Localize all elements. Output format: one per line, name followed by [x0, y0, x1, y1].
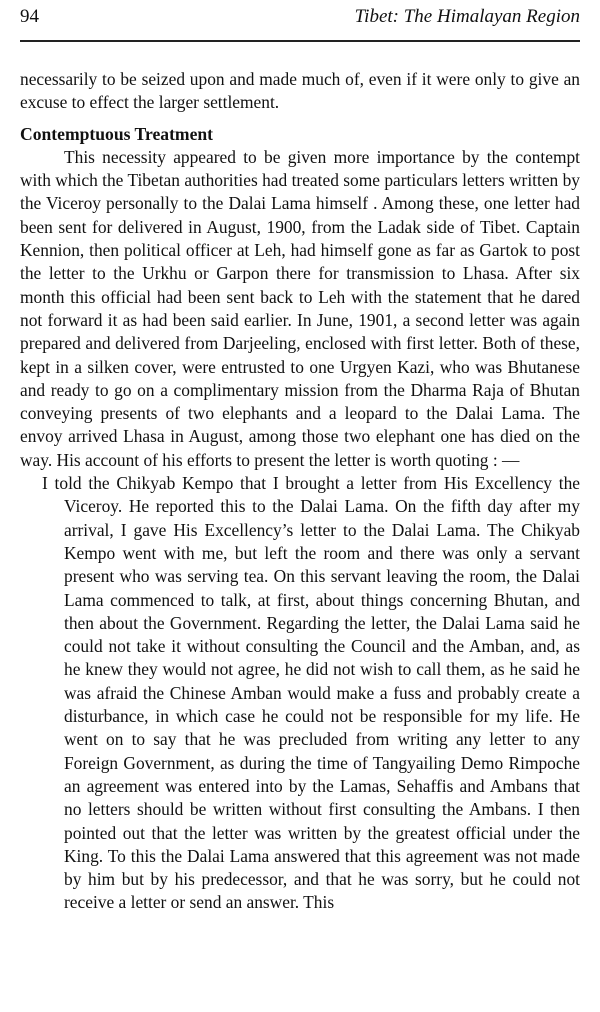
section-heading: Contemptuous Treatment	[20, 123, 214, 144]
body-text	[20, 68, 580, 915]
running-title: Tibet: The Himalayan Region	[354, 6, 580, 27]
paragraph-contemptuous-treatment: This necessity appeared to be given more importance by the contempt with which the Tibetan authorities had treated some particulars letters written by the Viceroy personally to the Dalai Lama himself . Among these, one letter had been sent for delivered in August, 1900, from the Ladak side of Tibet. Captain Kennion, then political officer at Leh, had himself gone as far as Gartok to post the letter to the Urkhu or Garpon there for transmission to Lhasa. After six month this official had been sent back to Leh with the statement that he dared not forward it as had been said earlier. In June, 1901, a second letter was again prepared and delivered from Darjeeling, enclosed with first letter. Both of these, kept in a silken cover, were entrusted to one Urgyen Kazi, who was Bhutanese and ready to go on a complimentary mission from the Dharma Raja of Bhutan conveying presents of two elephants and a leopard to the Dalai Lama. The envoy arrived Lhasa in August, among those two elephant one has died on the way. His account of his efforts to present the letter is worth quoting : —	[20, 146, 580, 470]
running-head	[20, 6, 580, 32]
header-rule	[20, 40, 580, 42]
opening-paragraph: necessarily to be seized upon and made much of, even if it were only to give an excuse to effect the larger settlement.	[20, 69, 580, 113]
block-quotation: I told the Chikyab Kempo that I brought a letter from His Excellency the Viceroy. He reported this to the Dalai Lama. On the fifth day after my arrival, I gave His Excellency’s letter to the Dalai Lama. The Chikyab Kempo went with me, but left the room and there was only a servant present who was serving tea. On this servant leaving the room, the Dalai Lama commenced to talk, at first, about things concerning Bhutan, and then about the Government. Regarding the letter, the Dalai Lama said he could not take it without consulting the Council and the Amban, and, as he knew they would not agree, he did not wish to call them, as he said he was afraid the Chinese Amban would make a fuss and probably create a disturbance, in which case he could not be responsible for my life. He went on to say that he was precluded from writing any letter to any Foreign Government, as during the time of Tangyailing Demo Rimpoche an agreement was entered into by the Lamas, Sehaffis and Ambans that no letters should be written without first consulting the Ambans. I then pointed out that the letter was written by the greatest official under the King. To this the Dalai Lama answered that this agreement was not made by him but by his predecessor, and that he was sorry, but he could not receive a letter or send an answer. This	[42, 473, 580, 913]
page-number: 94	[20, 6, 39, 27]
